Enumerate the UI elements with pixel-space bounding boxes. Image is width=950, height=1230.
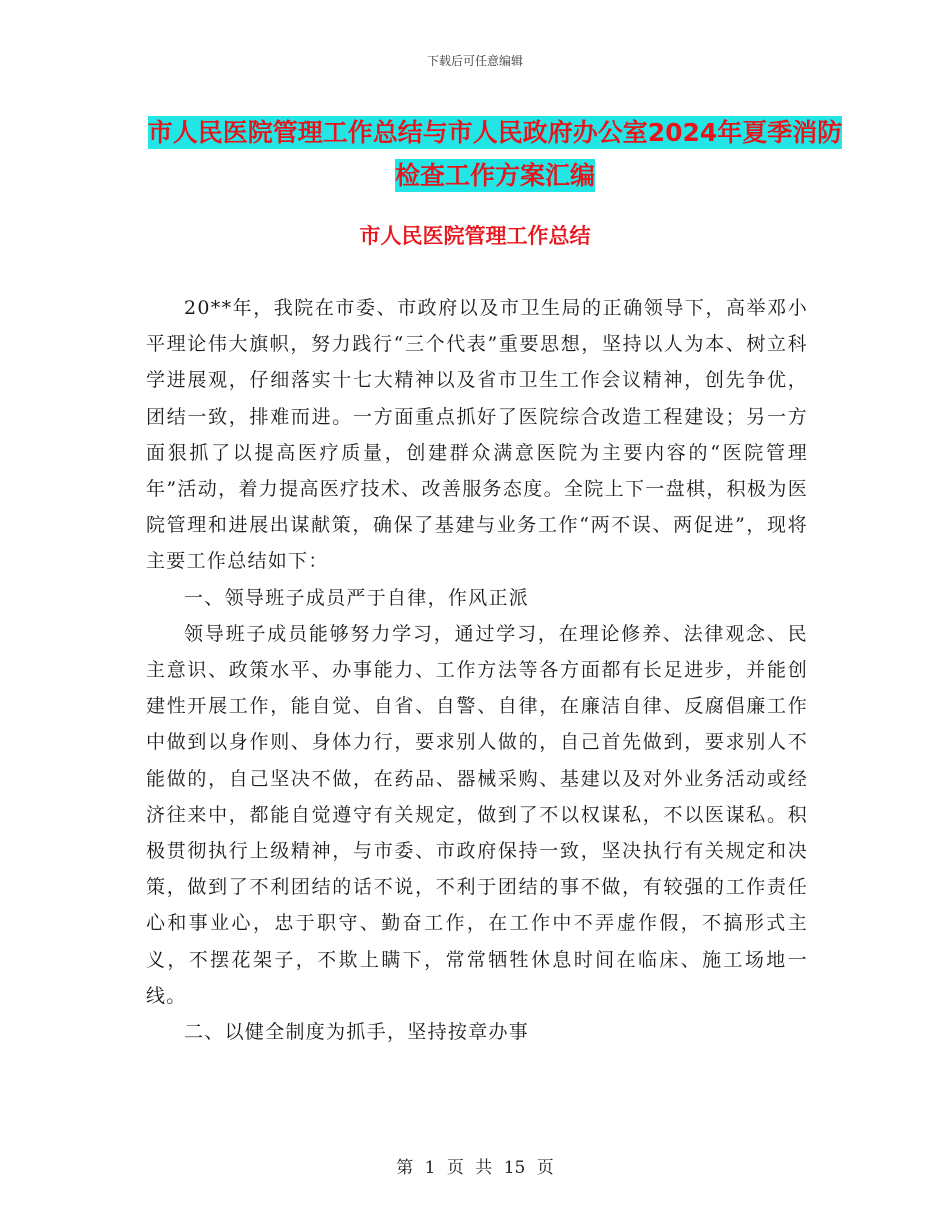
page-footer: 第 1 页 共 15 页 <box>396 1158 554 1178</box>
document-body <box>146 290 808 1050</box>
document-title <box>140 111 850 197</box>
body-paragraph: 领导班子成员能够努力学习，通过学习，在理论修养、法律观念、民主意识、政策水平、办事能力、工作方法等各方面都有长足进步，并能创建性开展工作，能自觉、自省、自警、自律，在廉洁自律、反腐倡廉工作中做到以身作则、身体力行，要求别人做的，自己首先做到，要求别人不能做的，自己坚决不做，在药品、器械采购、基建以及对外业务活动或经济往来中，都能自觉遵守有关规定，做到了不以权谋私，不以医谋私。积极贯彻执行上级精神，与市委、市政府保持一致，坚决执行有关规定和决策，做到了不利团结的话不说，不利于团结的事不做，有较强的工作责任心和事业心，忠于职守、勤奋工作，在工作中不弄虚作假，不搞形式主义，不摆花架子，不欺上瞒下，常常牺牲休息时间在临床、施工场地一线。 <box>146 622 808 1007</box>
subheading: 一、领导班子成员严于自律，作风正派 <box>184 586 530 609</box>
section-title: 市人民医院管理工作总结 <box>359 224 591 248</box>
body-paragraph: 20**年，我院在市委、市政府以及市卫生局的正确领导下，高举邓小平理论伟大旗帜，努力践行“三个代表”重要思想，坚持以人为本、树立科学进展观，仔细落实十七大精神以及省市卫生工作会议精神，创先争优，团结一致，排难而进。一方面重点抓好了医院综合改造工程建设；另一方面狠抓了以提高医疗质量，创建群众满意医院为主要内容的“医院管理年”活动，着力提高医疗技术、改善服务态度。全院上下一盘棋，积极为医院管理和进展出谋献策，确保了基建与业务工作“两不误、两促进”，现将主要工作总结如下： <box>146 297 808 573</box>
subheading: 二、以健全制度为抓手，坚持按章办事 <box>184 1021 530 1044</box>
document-title-text: 市人民医院管理工作总结与市人民政府办公室2024年夏季消防检查工作方案汇编 <box>147 118 843 190</box>
header-note: 下载后可任意编辑 <box>426 54 523 68</box>
